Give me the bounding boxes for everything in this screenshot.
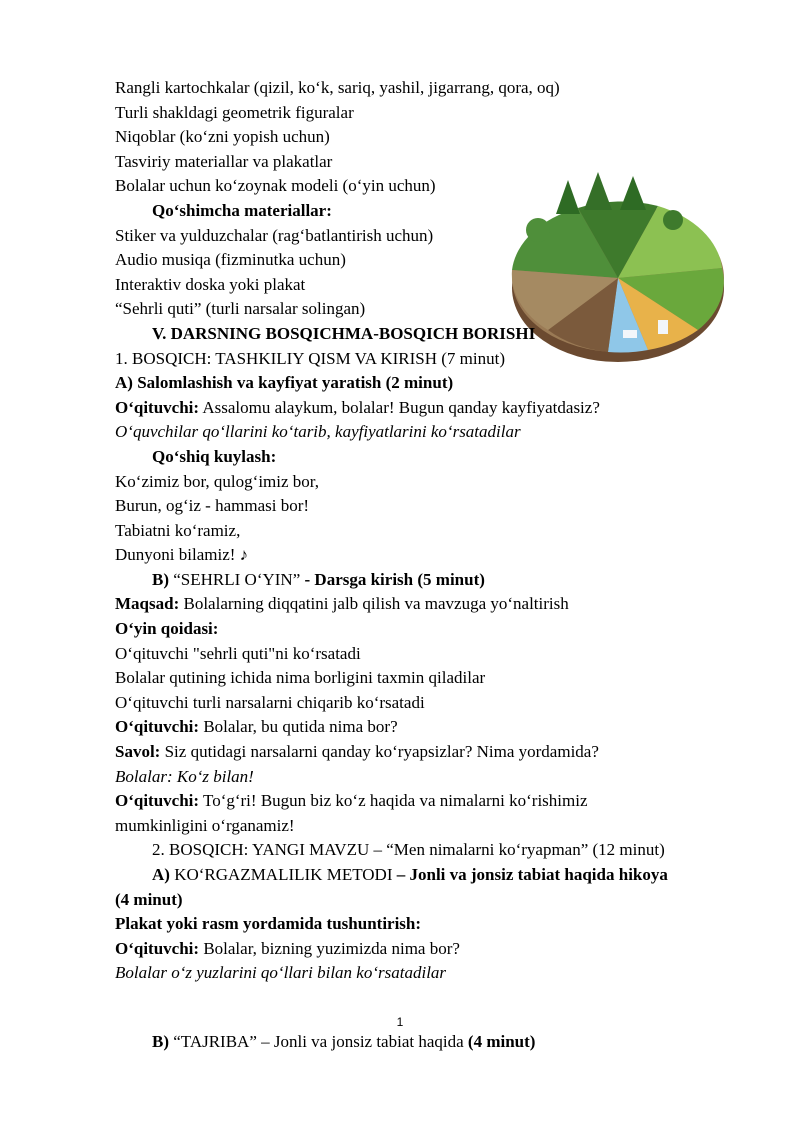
document-body bbox=[115, 76, 730, 1055]
goal-label: Maqsad: bbox=[115, 594, 180, 614]
dialogue-line: O‘qituvchi: To‘g‘ri! Bugun biz ko‘z haqida va nimalarni ko‘rishimiz bbox=[115, 791, 588, 811]
material-item: Interaktiv doska yoki plakat bbox=[115, 274, 306, 294]
song-line: Ko‘zimiz bor, qulog‘imiz bor, bbox=[115, 471, 320, 491]
subsection-heading: A) KO‘RGAZMALILIK METODI – Jonli va jonsiz tabiat haqida hikoya bbox=[152, 865, 668, 884]
page-number: 1 bbox=[396, 1015, 404, 1029]
stage-direction: Bolalar: Ko‘z bilan! bbox=[115, 766, 254, 786]
subsection-duration: (4 minut) bbox=[115, 889, 183, 909]
rule-item: O‘qituvchi "sehrli quti"ni ko‘rsatadi bbox=[115, 643, 361, 663]
stage-heading: 1. BOSQICH: TASHKILIY QISM VA KIRISH (7 minut) bbox=[115, 348, 505, 368]
material-item: Stiker va yulduzchalar (rag‘batlantirish uchun) bbox=[115, 225, 434, 245]
stage-direction: O‘quvchilar qo‘llarini ko‘tarib, kayfiyatlarini ko‘rsatadilar bbox=[115, 422, 521, 442]
rule-item: O‘qituvchi turli narsalarni chiqarib ko‘rsatadi bbox=[115, 692, 425, 712]
song-line: Dunyoni bilamiz! ♪ bbox=[115, 545, 249, 565]
speaker-label: O‘qituvchi: bbox=[115, 791, 200, 811]
dialogue-line: O‘qituvchi: Bolalar, bizning yuzimizda nima bor? bbox=[115, 938, 460, 958]
song-line: Tabiatni ko‘ramiz, bbox=[115, 520, 241, 540]
rules-heading: O‘yin qoidasi: bbox=[115, 619, 219, 639]
dialogue-text: Assalomu alaykum, bolalar! Bugun qanday kayfiyatdasiz? bbox=[199, 397, 600, 417]
dialogue-line: Savol: Siz qutidagi narsalarni qanday ko‘ryapsizlar? Nima yordamida? bbox=[115, 742, 599, 762]
question-label: Savol: bbox=[115, 742, 161, 762]
dialogue-line: O‘qituvchi: Bolalar, bu qutida nima bor? bbox=[115, 717, 398, 737]
material-item: “Sehrli quti” (turli narsalar solingan) bbox=[115, 299, 366, 319]
dialogue-line: mumkinligini o‘rganamiz! bbox=[115, 815, 295, 835]
song-line: Burun, og‘iz - hammasi bor! bbox=[115, 496, 310, 516]
section-heading: Qo‘shimcha materiallar: bbox=[152, 200, 332, 220]
speaker-label: O‘qituvchi: bbox=[115, 717, 200, 737]
speaker-label: O‘qituvchi: bbox=[115, 938, 200, 958]
subsection-heading: B) “SEHRLI O‘YIN” - Darsga kirish (5 minut) bbox=[152, 569, 485, 589]
material-item: Niqoblar (ko‘zni yopish uchun) bbox=[115, 127, 330, 147]
subsection-heading: B) “TAJRIBA” – Jonli va jonsiz tabiat haqida (4 minut) bbox=[152, 1031, 536, 1051]
material-item: Rangli kartochkalar (qizil, ko‘k, sariq, yashil, jigarrang, qora, oq) bbox=[115, 78, 560, 97]
section-heading: V. DARSNING BOSQICHMA-BOSQICH BORISHI bbox=[152, 323, 536, 343]
goal-line: Maqsad: Bolalarning diqqatini jalb qilish va mavzuga yo‘naltirish bbox=[115, 594, 569, 614]
section-heading: Qo‘shiq kuylash: bbox=[152, 446, 277, 466]
rule-item: Bolalar qutining ichida nima borligini taxmin qiladilar bbox=[115, 668, 486, 688]
material-item: Audio musiqa (fizminutka uchun) bbox=[115, 250, 346, 270]
stage-direction: Bolalar o‘z yuzlarini qo‘llari bilan ko‘rsatadilar bbox=[115, 963, 447, 983]
section-heading: Plakat yoki rasm yordamida tushuntirish: bbox=[115, 914, 422, 934]
subsection-heading: A) Salomlashish va kayfiyat yaratish (2 minut) bbox=[115, 373, 454, 393]
material-item: Tasviriy materiallar va plakatlar bbox=[115, 151, 333, 171]
speaker-label: O‘qituvchi: bbox=[115, 397, 200, 417]
stage-heading: 2. BOSQICH: YANGI MAVZU – “Men nimalarni ko‘ryapman” (12 minut) bbox=[152, 840, 665, 860]
material-item: Turli shakldagi geometrik figuralar bbox=[115, 102, 354, 122]
material-item: Bolalar uchun ko‘zoynak modeli (o‘yin uchun) bbox=[115, 176, 436, 196]
dialogue-line bbox=[115, 396, 730, 421]
